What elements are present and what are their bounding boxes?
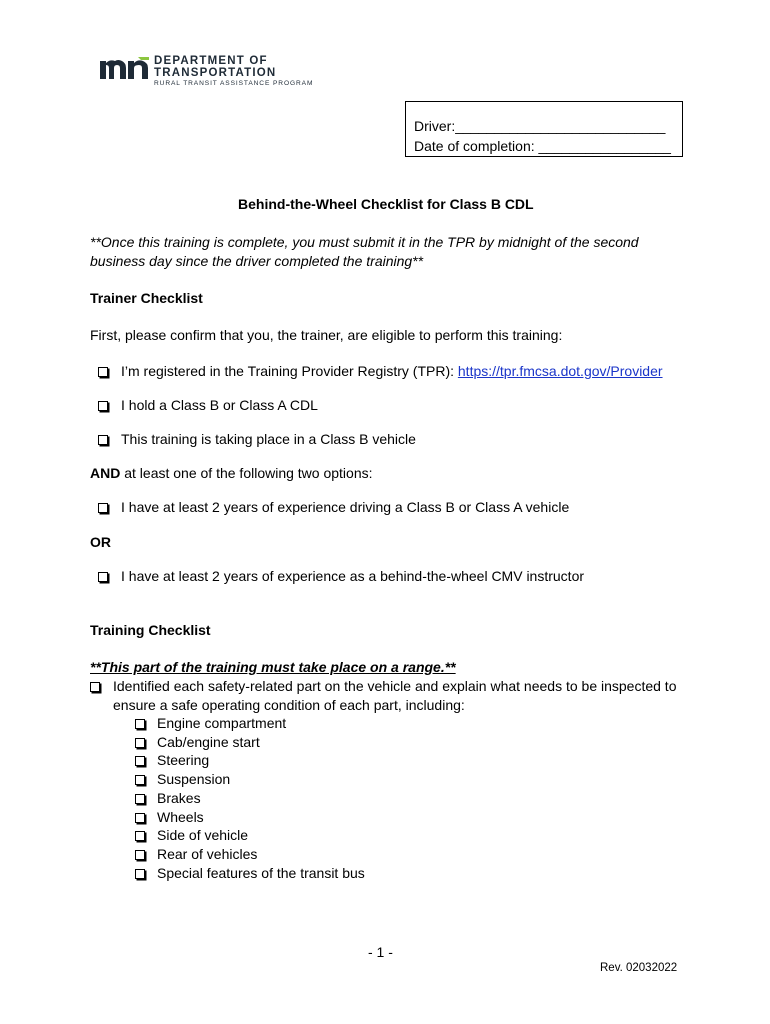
sub-item-label: Wheels [157,809,204,825]
sub-item-label: Rear of vehicles [157,846,258,862]
sub-item-label: Steering [157,752,210,768]
safety-parts-text-line1: Identified each safety-related part on the vehicle and explain what needs to be inspected to [113,678,677,694]
trainer-intro: First, please confirm that you, the trainer, are eligible to perform this training: [90,327,563,343]
sub-item-label: Special features of the transit bus [157,865,365,881]
experience-driving-checkbox[interactable] [98,503,108,513]
experience-driving-text: I have at least 2 years of experience driving a Class B or Class A vehicle [121,499,570,515]
sub-item-cab-engine-start [135,734,260,750]
sub-item-wheels [135,809,204,825]
cdl-checkbox[interactable] [98,401,108,411]
logo-rtap: RURAL TRANSIT ASSISTANCE PROGRAM [154,80,314,87]
page-number: - 1 - [368,944,393,960]
cdl-item-text: I hold a Class B or Class A CDL [121,397,318,413]
or-word: OR [90,534,111,550]
range-note: **This part of the training must take place on a range.** [90,659,456,675]
class-b-vehicle-item [98,431,416,447]
training-checklist-heading: Training Checklist [90,622,211,638]
sub-item-brakes [135,790,201,806]
sub-item-rear-of-vehicles [135,846,257,862]
sub-item-engine-compartment [135,715,286,731]
and-word: AND [90,465,121,481]
steering-checkbox[interactable] [135,756,145,766]
side-of-vehicle-checkbox[interactable] [135,831,145,841]
sub-item-steering [135,752,209,768]
tpr-link[interactable]: https://tpr.fmcsa.dot.gov/Provider [457,363,663,379]
sub-item-label: Engine compartment [157,715,287,731]
sub-item-label: Side of vehicle [157,827,249,843]
safety-parts-item [90,678,677,694]
cdl-item [98,397,318,413]
document-title: Behind-the-Wheel Checklist for Class B CDL [238,196,534,212]
class-b-vehicle-checkbox[interactable] [98,435,108,445]
and-options-line [90,465,373,481]
safety-parts-checkbox[interactable] [90,682,100,692]
tpr-checkbox[interactable] [98,367,108,377]
tpr-item-text: I’m registered in the Training Provider Registry (TPR): [121,363,458,379]
revision-number: Rev. 02032022 [600,962,678,974]
logo-transportation: TRANSPORTATION [154,67,277,79]
instructor-experience-item [98,568,584,584]
class-b-vehicle-text: This training is taking place in a Class B vehicle [121,431,416,447]
sub-item-suspension [135,771,230,787]
date-of-completion-field[interactable]: Date of completion: _________________ [414,138,671,154]
sub-item-side-of-vehicle [135,827,248,843]
mndot-logo [100,55,330,91]
driver-info-box [405,101,683,157]
submission-notice-line1: **Once this training is complete, you must submit it in the TPR by midnight of the second [90,234,639,250]
engine-compartment-checkbox[interactable] [135,719,145,729]
brakes-checkbox[interactable] [135,794,145,804]
and-rest: at least one of the following two options: [120,465,373,481]
special-features-checkbox[interactable] [135,869,145,879]
trainer-checklist-heading: Trainer Checklist [90,290,203,306]
rear-of-vehicles-checkbox[interactable] [135,850,145,860]
tpr-registration-item [98,363,663,379]
wheels-checkbox[interactable] [135,813,145,823]
cab-engine-start-checkbox[interactable] [135,738,145,748]
suspension-checkbox[interactable] [135,775,145,785]
experience-driving-item [98,499,569,515]
sub-item-special-features [135,865,365,881]
sub-item-label: Suspension [157,771,231,787]
sub-item-label: Cab/engine start [157,734,260,750]
sub-item-label: Brakes [157,790,201,806]
instructor-experience-text: I have at least 2 years of experience as a behind-the-wheel CMV instructor [121,568,585,584]
instructor-experience-checkbox[interactable] [98,572,108,582]
safety-parts-text-line2: ensure a safe operating condition of each part, including: [113,697,465,713]
driver-field[interactable]: Driver:___________________________ [414,118,666,134]
submission-notice-line2: business day since the driver completed the training** [90,253,424,269]
mn-logo-icon [100,57,150,79]
logo-department: DEPARTMENT OF [154,55,268,67]
